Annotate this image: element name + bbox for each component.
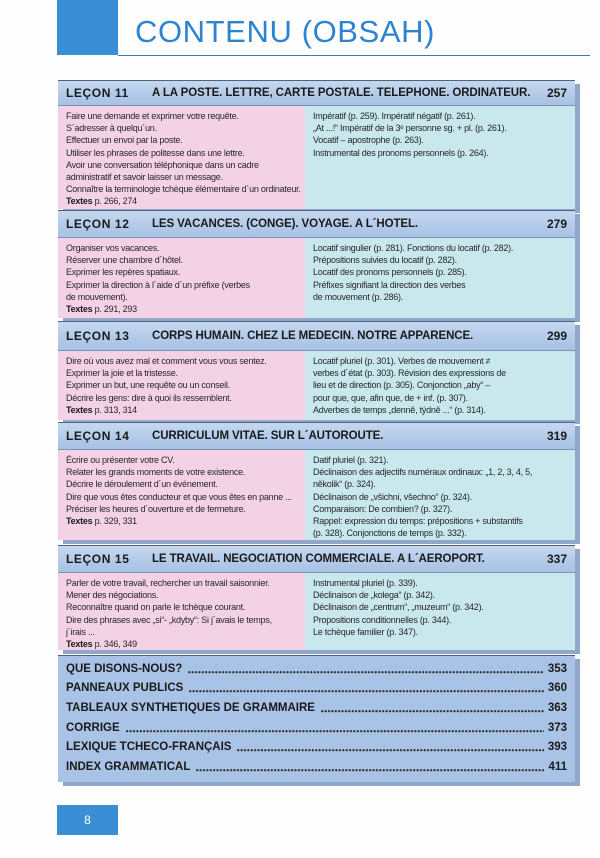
grammar-line: lieu et de direction (p. 305). Conjonction „aby“ – [313, 380, 491, 391]
grammar-line: Locatif pluriel (p. 301). Verbes de mouvement ≠ [313, 356, 491, 366]
appendix-entry [66, 659, 567, 679]
texts-pages: p. 346, 349 [94, 639, 137, 650]
lesson-body [58, 450, 575, 540]
appendix-title: CORRIGE [66, 721, 120, 734]
lesson-title: LE TRAVAIL. NEGOCIATION COMMERCIALE. A L´AEROPORT. [152, 553, 485, 565]
grammar-line: Locatif singulier (p. 281). Fonctions du locatif (p. 282). [313, 243, 514, 253]
grammar-line: (p. 328). Conjonctions de temps (p. 332). [313, 528, 467, 539]
objectives-list [66, 110, 301, 195]
lesson-block [58, 321, 575, 420]
objective-line: Mener des négociations. [66, 590, 159, 601]
objectives-column [58, 351, 305, 420]
objective-line: Exprimer la direction à l´aide d´un préfixe (verbes [66, 279, 250, 290]
dot-leader [237, 742, 543, 752]
texts-label: Textes [66, 516, 93, 527]
lesson-page-number: 257 [546, 86, 567, 100]
texts-pages: p. 291, 293 [94, 304, 137, 315]
texts-reference [66, 638, 297, 650]
appendix-title: LEXIQUE TCHECO-FRANÇAIS [66, 741, 232, 754]
appendix-list [58, 655, 575, 782]
grammar-line: Impératif (p. 259). Impératif négatif (p. 261). [313, 111, 476, 121]
objective-line: Effectuer un envoi par la poste. [66, 135, 183, 146]
grammar-line: Propositions conditionnelles (p. 344). [313, 614, 452, 625]
objective-line: Faire une demande et exprimer votre requête. [66, 111, 239, 121]
texts-label: Textes [66, 639, 93, 650]
lesson-block [58, 422, 575, 540]
lesson-title: LES VACANCES. (CONGE). VOYAGE. A L´HOTEL. [152, 218, 418, 230]
lesson-page-number: 299 [546, 329, 567, 343]
dot-leader [188, 664, 544, 674]
grammar-line: „At ...!“ Impératif de la 3ᵉ personne sg. + pl. (p. 261). [313, 123, 507, 134]
lesson-page-number: 319 [546, 429, 567, 443]
grammar-line: několik“ (p. 324). [313, 479, 376, 490]
objectives-column [58, 573, 305, 650]
objective-line: Réserver une chambre d´hôtel. [66, 255, 183, 266]
dot-leader [189, 683, 543, 693]
lesson-block [58, 210, 575, 318]
lesson-title: A LA POSTE. LETTRE, CARTE POSTALE. TELEPHONE. ORDINATEUR. [152, 87, 531, 99]
objective-line: Avoir une conversation téléphonique dans un cadre [66, 159, 259, 170]
grammar-column [305, 106, 575, 209]
grammar-line: Datif pluriel (p. 321). [313, 455, 389, 465]
appendix-page-number: 411 [548, 760, 567, 773]
lesson-title: CURRICULUM VITAE. SUR L´AUTOROUTE. [152, 430, 384, 442]
grammar-line: Le tchèque familier (p. 347). [313, 626, 418, 637]
lesson-header [58, 210, 575, 238]
objective-line: de mouvement). [66, 291, 128, 302]
lesson-header [58, 80, 575, 106]
dot-leader [196, 762, 544, 772]
appendix-title: PANNEAUX PUBLICS [66, 682, 184, 695]
grammar-column [305, 573, 575, 650]
grammar-list [313, 242, 567, 303]
grammar-line: Locatif des pronoms personnels (p. 285). [313, 267, 467, 278]
grammar-line: Déclinaison de „kolega“ (p. 342). [313, 590, 435, 601]
objective-line: Parler de votre travail, rechercher un travail saisonnier. [66, 578, 270, 588]
lesson-header [58, 321, 575, 351]
objective-line: Écrire ou présenter votre CV. [66, 455, 175, 465]
lesson-title: CORPS HUMAIN. CHEZ LE MEDECIN. NOTRE APPARENCE. [152, 330, 474, 342]
lesson-label: LEÇON 13 [66, 329, 130, 343]
grammar-line: Instrumental des pronoms personnels (p. 264). [313, 147, 489, 158]
objective-line: Exprimer les repères spatiaux. [66, 267, 181, 278]
texts-reference [66, 195, 297, 207]
appendix-entry [66, 757, 567, 777]
objective-line: administratif et savoir laisser un message. [66, 172, 223, 183]
grammar-line: Déclinaison de „všichni, všechno“ (p. 324). [313, 491, 472, 502]
lesson-label: LEÇON 11 [66, 86, 129, 100]
grammar-column [305, 351, 575, 420]
grammar-line: pour que, que, afin que, de + inf. (p. 307). [313, 392, 468, 403]
lesson-block [58, 80, 575, 209]
grammar-line: Vocatif – apostrophe (p. 263). [313, 135, 424, 146]
objective-line: Organiser vos vacances. [66, 243, 160, 253]
lesson-body [58, 573, 575, 650]
objectives-column [58, 106, 305, 209]
grammar-line: Comparaison: De combien? (p. 327). [313, 503, 453, 514]
title-underline [118, 55, 590, 56]
texts-pages: p. 313, 314 [94, 404, 137, 415]
texts-label: Textes [66, 404, 93, 415]
objective-line: S´adresser à quelqu´un. [66, 123, 157, 134]
dot-leader [321, 703, 544, 713]
appendix-entry [66, 737, 567, 757]
grammar-list [313, 577, 567, 638]
objective-line: j´irais ... [66, 626, 95, 637]
dot-leader [126, 723, 544, 733]
objectives-column [58, 450, 305, 540]
objective-line: Reconnaître quand on parle le tchèque courant. [66, 602, 246, 613]
grammar-line: Adverbes de temps „denně, týdně ...“ (p. 314). [313, 404, 486, 415]
page-number: 8 [57, 805, 118, 835]
objective-line: Dire que vous êtes conducteur et que vous êtes en panne ... [66, 491, 292, 502]
objectives-list [66, 355, 297, 404]
lesson-block [58, 545, 575, 650]
appendix-page-number: 353 [547, 662, 567, 675]
objectives-list [66, 454, 297, 515]
lesson-label: LEÇON 15 [66, 552, 130, 566]
grammar-line: de mouvement (p. 286). [313, 291, 404, 302]
appendix-entry [66, 698, 567, 718]
lesson-header [58, 422, 575, 450]
page-title: CONTENU (OBSAH) [134, 14, 436, 49]
lesson-label: LEÇON 12 [66, 217, 130, 231]
grammar-line: Déclinaison des adjectifs numéraux ordinaux: „1, 2, 3, 4, 5, [313, 467, 533, 478]
objective-line: Exprimer la joie et la tristesse. [66, 368, 178, 379]
appendix-page-number: 360 [547, 682, 567, 695]
appendix-page-number: 363 [547, 701, 567, 714]
objectives-list [66, 577, 297, 638]
objective-line: Décrire les gens: dire à quoi ils ressemblent. [66, 392, 232, 403]
lesson-body [58, 238, 575, 318]
appendix-title: QUE DISONS-NOUS? [66, 662, 183, 675]
objective-line: Dire où vous avez mal et comment vous vous sentez. [66, 356, 267, 366]
texts-pages: p. 266, 274 [94, 196, 137, 207]
objective-line: Dire des phrases avec „si“- „kdyby“: Si j´avais le temps, [66, 614, 272, 625]
appendix-page-number: 373 [547, 721, 567, 734]
lesson-body [58, 351, 575, 420]
appendix-title: INDEX GRAMMATICAL [66, 760, 191, 773]
lesson-page-number: 337 [546, 552, 567, 566]
grammar-line: Rappel: expression du temps: prépositions + substantifs [313, 516, 523, 527]
grammar-list [313, 454, 567, 539]
lesson-label: LEÇON 14 [66, 429, 130, 443]
texts-reference [66, 303, 297, 315]
texts-label: Textes [66, 304, 93, 315]
texts-reference [66, 404, 297, 416]
header-color-tab [57, 0, 118, 55]
appendix-entry [66, 679, 567, 699]
grammar-line: verbes d´état (p. 303). Révision des expressions de [313, 368, 506, 379]
grammar-list [313, 110, 567, 159]
appendix-entry [66, 718, 567, 738]
appendix-page-number: 393 [547, 741, 567, 754]
texts-pages: p. 329, 331 [94, 516, 137, 527]
texts-label: Textes [66, 196, 93, 207]
appendix-title: TABLEAUX SYNTHETIQUES DE GRAMMAIRE [66, 701, 315, 714]
grammar-column [305, 238, 575, 318]
grammar-line: Instrumental pluriel (p. 339). [313, 578, 418, 588]
grammar-list [313, 355, 567, 416]
objective-line: Relater les grands moments de votre existence. [66, 467, 246, 478]
texts-reference [66, 515, 297, 527]
lesson-page-number: 279 [546, 217, 567, 231]
lesson-body [58, 106, 575, 209]
objective-line: Exprimer un but, une requête ou un conseil. [66, 380, 230, 391]
grammar-column [305, 450, 575, 540]
objective-line: Connaître la terminologie tchèque élémentaire d´un ordinateur. [66, 184, 301, 195]
objective-line: Décrire le déroulement d´un événement. [66, 479, 218, 490]
lesson-header [58, 545, 575, 573]
objectives-column [58, 238, 305, 318]
objective-line: Utiliser les phrases de politesse dans une lettre. [66, 147, 245, 158]
grammar-line: Prépositions suivies du locatif (p. 282). [313, 255, 457, 266]
grammar-line: Préfixes signifiant la direction des verbes [313, 279, 466, 290]
objective-line: Préciser les heures d´ouverture et de fermeture. [66, 503, 246, 514]
objectives-list [66, 242, 297, 303]
grammar-line: Déclinaison de „centrum“, „muzeum“ (p. 342). [313, 602, 484, 613]
